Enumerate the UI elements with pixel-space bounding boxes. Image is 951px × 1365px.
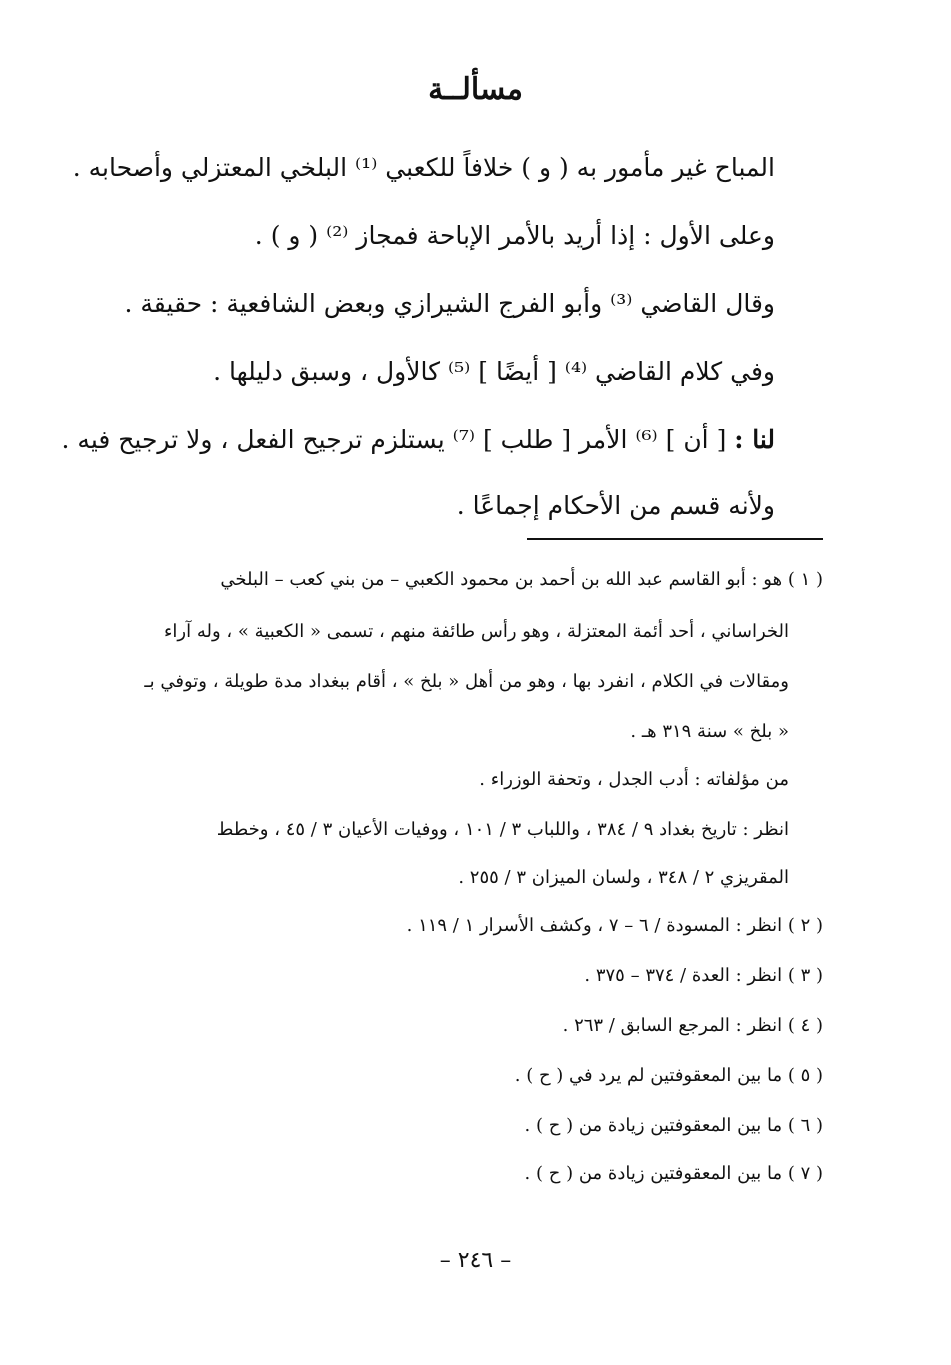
footnote-divider <box>527 538 823 540</box>
footnote-line-2: الخراساني ، أحد أئمة المعتزلة ، وهو رأس طائفة منهم ، تسمى « الكعبية » ، وله آراء <box>163 621 789 642</box>
footnote-line-3: ومقالات في الكلام ، انفرد بها ، وهو من أهل « بلخ » ، أقام ببغداد مدة طويلة ، وتوفي بـ <box>144 671 789 692</box>
footnote-line-10: ( ٤ ) انظر : المرجع السابق / ٢٦٣ . <box>562 1015 823 1036</box>
footnote-line-4: « بلخ » سنة ٣١٩ هـ . <box>630 721 789 742</box>
page-number: – ٢٤٦ – <box>439 1248 512 1273</box>
footnote-line-7: المقريزي ٢ / ٣٤٨ ، ولسان الميزان ٣ / ٢٥٥ . <box>458 867 789 888</box>
body-line-6: ولأنه قسم من الأحكام إجماعًا . <box>456 491 775 520</box>
body-line-1: المباح غير مأمور به ( و ) خلافاً للكعبي ⁽¹⁾ البلخي المعتزلي وأصحابه . <box>72 153 775 182</box>
lead-word: لنا : <box>734 425 775 454</box>
body-line-5 <box>61 422 775 458</box>
footnote-line-5: من مؤلفاته : أدب الجدل ، وتحفة الوزراء . <box>479 769 789 790</box>
body-line-4: وفي كلام القاضي ⁽⁴⁾ [ أيضًا ] ⁽⁵⁾ كالأول ، وسبق دليلها . <box>213 357 775 386</box>
body-line-3: وقال القاضي ⁽³⁾ وأبو الفرج الشيرازي وبعض الشافعية : حقيقة . <box>124 289 775 318</box>
page-title: مسألــة <box>428 72 523 107</box>
body-line-2: وعلى الأول : إذا أريد بالأمر الإباحة فمجاز ⁽²⁾ ( و ) . <box>254 221 775 250</box>
footnote-line-1: ( ١ ) هو : أبو القاسم عبد الله بن أحمد بن محمود الكعبي – من بني كعب – البلخي <box>220 569 823 590</box>
footnote-line-13: ( ٧ ) ما بين المعقوفتين زيادة من ( ح ) . <box>524 1163 823 1184</box>
footnote-line-6: انظر : تاريخ بغداد ٩ / ٣٨٤ ، واللباب ٣ / ١٠١ ، ووفيات الأعيان ٣ / ٤٥ ، وخطط <box>216 819 789 840</box>
footnote-line-8: ( ٢ ) انظر : المسودة / ٦ – ٧ ، وكشف الأسرار ١ / ١١٩ . <box>406 915 823 936</box>
footnote-line-12: ( ٦ ) ما بين المعقوفتين زيادة من ( ح ) . <box>524 1115 823 1136</box>
footnote-line-11: ( ٥ ) ما بين المعقوفتين لم يرد في ( ح ) . <box>514 1065 823 1086</box>
body-line-5-text: [ أن ] ⁽⁶⁾ الأمر [ طلب ] ⁽⁷⁾ يستلزم ترجيح الفعل ، ولا ترجيح فيه . <box>61 425 727 454</box>
footnote-line-9: ( ٣ ) انظر : العدة / ٣٧٤ – ٣٧٥ . <box>584 965 823 986</box>
